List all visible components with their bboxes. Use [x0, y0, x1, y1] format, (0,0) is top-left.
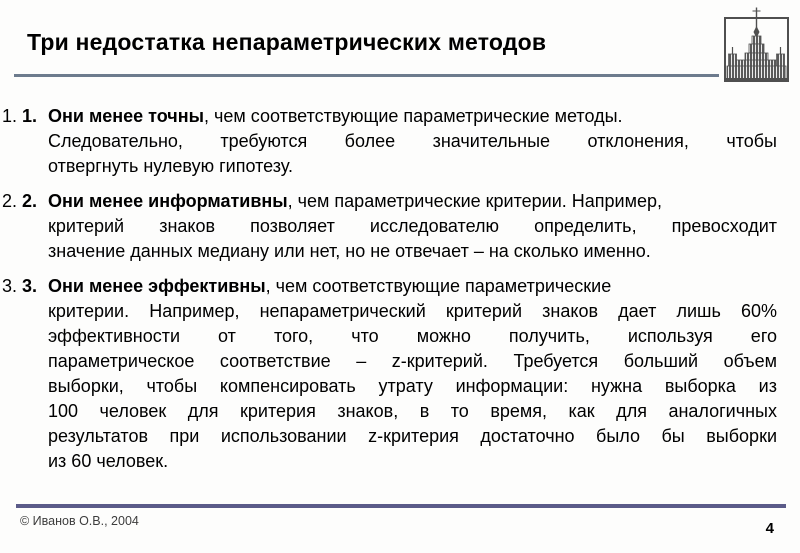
item-number: 2. 2.: [22, 191, 38, 211]
numbered-list: [22, 104, 777, 484]
text-line: выборки, чтобы компенсировать утрату информации: нужна выборка из: [48, 376, 777, 396]
text-line: из 60 человек.: [48, 451, 169, 471]
page-number: 4: [765, 520, 774, 537]
item-lead: Они менее информативны: [48, 191, 288, 211]
item-number: 1. 1.: [22, 106, 38, 126]
item-text: [48, 106, 777, 179]
text-line: эффективности от того, что можно получить, используя его: [48, 326, 777, 346]
text-line: [48, 106, 623, 126]
copyright-text: © Иванов О.В., 2004: [20, 514, 139, 528]
text-line: 100 человек для критерия знаков, в то время, как для аналогичных: [48, 401, 777, 421]
text-line: критерии. Например, непараметрический критерий знаков дает лишь 60%: [48, 301, 777, 321]
item-line: , чем соответствующие параметрические методы.: [203, 106, 623, 126]
list-item-1: [22, 104, 777, 179]
text-line: [48, 276, 611, 296]
list-item-2: [22, 189, 777, 264]
item-lead: Они менее точны: [48, 106, 204, 126]
text-line: [48, 191, 662, 211]
item-lead: Они менее эффективны: [48, 276, 266, 296]
text-line: критерий знаков позволяет исследователю определить, превосходит: [48, 216, 777, 236]
item-text: [48, 276, 777, 474]
item-text: [48, 191, 777, 264]
title-divider: [14, 74, 719, 77]
item-line: , чем параметрические критерии. Например,: [287, 191, 662, 211]
slide-title: Три недостатка непараметрических методов: [27, 29, 547, 55]
text-line: результатов при использовании z-критерия достаточно было бы выборки: [48, 426, 777, 446]
item-line: , чем соответствующие параметрические: [265, 276, 612, 296]
list-item-3: [22, 274, 777, 474]
item-number: 3. 3.: [22, 276, 38, 296]
text-line: параметрическое соответствие – z-критерий. Требуется больший объем: [48, 351, 777, 371]
text-line: Следовательно, требуются более значительные отклонения, чтобы: [48, 131, 777, 151]
text-line: отвергнуть нулевую гипотезу.: [48, 156, 293, 176]
text-line: значение данных медиану или нет, но не отвечает – на сколько именно.: [48, 241, 651, 261]
msu-university-building-icon: [721, 6, 792, 86]
footer-divider: [16, 504, 786, 508]
